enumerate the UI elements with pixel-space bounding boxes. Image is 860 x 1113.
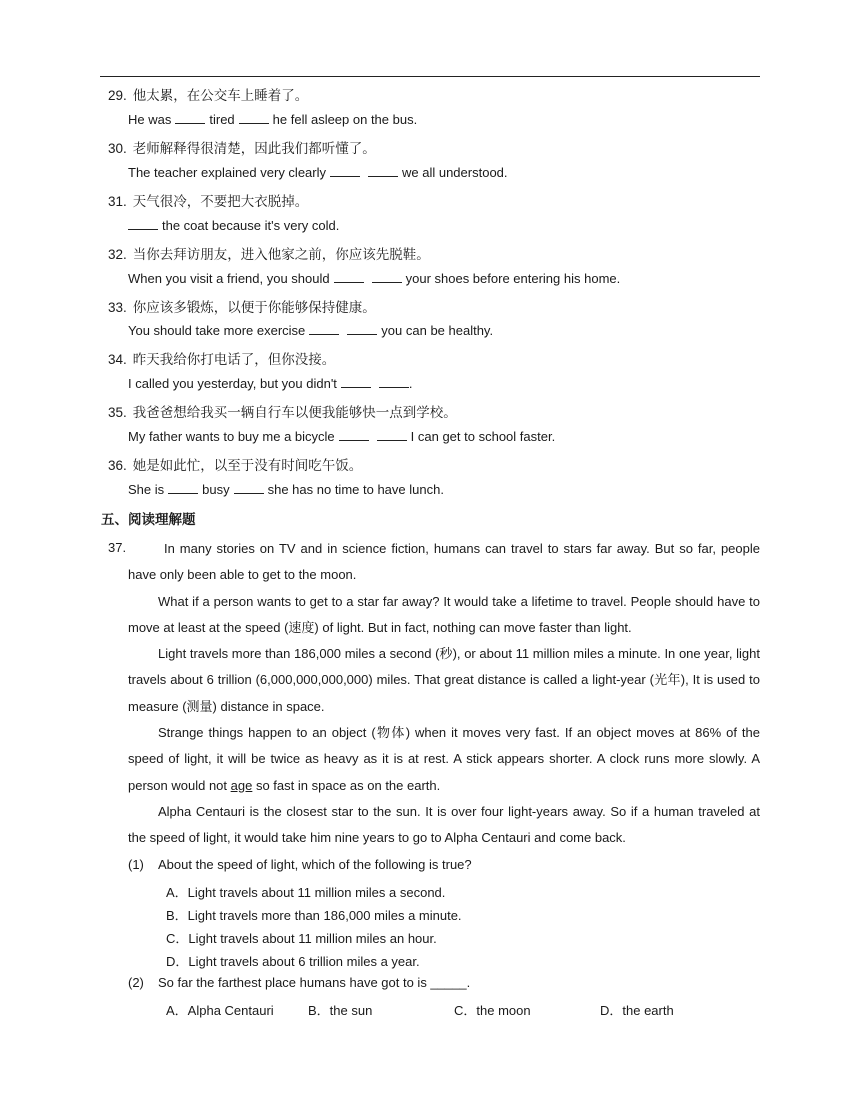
blank[interactable] — [377, 428, 407, 441]
underlined-word: age — [230, 777, 253, 793]
question-35-chinese: 35. 我爸爸想给我买一辆自行车以便我能够快一点到学校。 — [108, 405, 457, 421]
paragraph-4: Strange things happen to an object (物体) when it moves very fast. If an object moves at 86% of the speed of light, it will be twice as heavy as it is at rest. A stick appears shorter. A clock runs more slowly. A person would not age so fast in space as on the earth. — [128, 725, 760, 793]
paragraph-3: Light travels more than 186,000 miles a second (秒), or about 11 million miles a minute. In one year, light travels about 6 trillion (6,000,000,000,000) miles. That great distance is called a light-year (光年), It is used to measure (测量) distance in space. — [128, 646, 760, 714]
question-33-english: You should take more exercise you can be healthy. — [128, 323, 494, 338]
option-2d[interactable]: D．the earth — [600, 1003, 674, 1018]
subquestion-1: (1) About the speed of light, which of the following is true? — [128, 857, 472, 872]
reading-passage — [128, 536, 760, 852]
question-32-chinese: 32. 当你去拜访朋友，进入他家之前，你应该先脱鞋。 — [108, 247, 430, 263]
blank[interactable] — [347, 322, 377, 335]
paragraph-5: Alpha Centauri is the closest star to the sun. It is over four light-years away. So if a human traveled at the speed of light, it would take him nine years to go to Alpha Centauri and come back. — [128, 803, 760, 846]
question-34-chinese: 34. 昨天我给你打电话了，但你没接。 — [108, 352, 336, 368]
blank[interactable] — [234, 481, 264, 494]
option-2c[interactable]: C．the moon — [454, 1003, 531, 1018]
option-1c[interactable]: C．Light travels about 11 million miles an hour. — [166, 931, 437, 946]
question-36-english: She is busy she has no time to have lunch. — [128, 482, 444, 497]
blank[interactable] — [168, 481, 198, 494]
header-rule — [100, 76, 760, 77]
blank[interactable] — [368, 164, 398, 177]
blank[interactable] — [239, 111, 269, 124]
question-30-chinese: 30. 老师解释得很清楚，因此我们都听懂了。 — [108, 141, 376, 157]
question-31-chinese: 31. 天气很冷，不要把大衣脱掉。 — [108, 194, 309, 210]
question-37-number: 37. — [108, 540, 127, 555]
question-35-english: My father wants to buy me a bicycle I can get to school faster. — [128, 429, 556, 444]
section-title: 五、阅读理解题 — [101, 512, 196, 528]
option-2a[interactable]: A．Alpha Centauri — [166, 1003, 274, 1018]
question-29-chinese: 29. 他太累，在公交车上睡着了。 — [108, 88, 309, 104]
blank[interactable] — [175, 111, 205, 124]
option-1d[interactable]: D．Light travels about 6 trillion miles a year. — [166, 954, 420, 969]
question-30-english: The teacher explained very clearly we all understood. — [128, 165, 508, 180]
blank[interactable] — [309, 322, 339, 335]
blank[interactable] — [379, 375, 409, 388]
subquestion-2: (2) So far the farthest place humans have got to is _____. — [128, 975, 471, 990]
blank[interactable] — [334, 270, 364, 283]
paragraph-1: In many stories on TV and in science fiction, humans can travel to stars far away. But so far, people have only been able to get to the moon. — [128, 541, 760, 583]
option-1b[interactable]: B．Light travels more than 186,000 miles a minute. — [166, 908, 462, 923]
blank[interactable] — [128, 217, 158, 230]
blank[interactable] — [330, 164, 360, 177]
question-32-english: When you visit a friend, you should your shoes before entering his home. — [128, 271, 621, 286]
question-34-english: I called you yesterday, but you didn't . — [128, 376, 413, 391]
question-29-english: He was tired he fell asleep on the bus. — [128, 112, 418, 127]
blank[interactable] — [339, 428, 369, 441]
question-36-chinese: 36. 她是如此忙，以至于没有时间吃午饭。 — [108, 458, 363, 474]
question-31-english: the coat because it's very cold. — [128, 217, 339, 233]
option-1a[interactable]: A．Light travels about 11 million miles a second. — [166, 885, 446, 900]
option-2b[interactable]: B．the sun — [308, 1003, 373, 1018]
blank[interactable] — [341, 375, 371, 388]
question-33-chinese: 33. 你应该多锻炼，以便于你能够保持健康。 — [108, 300, 376, 316]
paragraph-2: What if a person wants to get to a star far away? It would take a lifetime to travel. People should have to move at least at the speed (速度) of light. But in fact, nothing can move faster than light. — [128, 593, 760, 635]
blank[interactable] — [372, 270, 402, 283]
